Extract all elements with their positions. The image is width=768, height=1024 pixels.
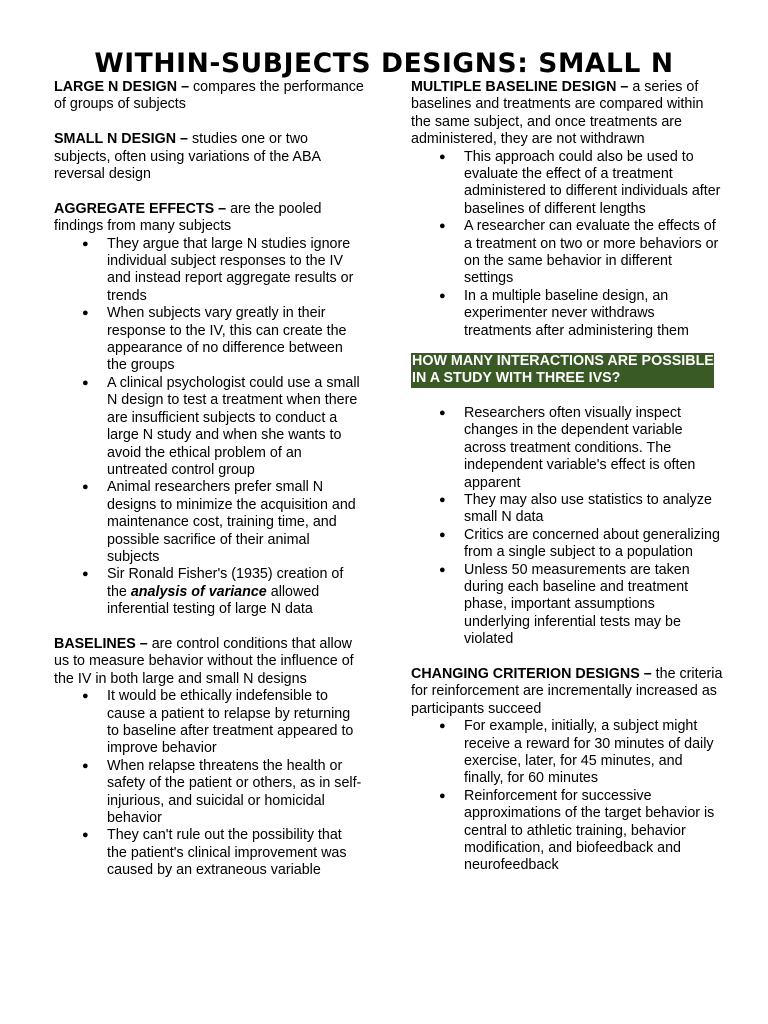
changing-criterion-definition xyxy=(411,666,723,718)
list-item xyxy=(54,566,364,618)
list-item-text: For example, initially, a subject might receive a reward for 30 minutes of daily exercise, later, for 45 minutes, and finally, for 60 minutes xyxy=(464,718,714,787)
list-item xyxy=(411,218,723,288)
list-item-text: When subjects vary greatly in their response to the IV, this can create the appearance of no difference between the groups xyxy=(107,305,347,374)
list-item xyxy=(54,236,364,306)
aggregate-bullet-list xyxy=(54,236,364,619)
list-item xyxy=(54,688,364,758)
fisher-after: allowed inferential testing of large N data xyxy=(107,583,320,618)
list-item xyxy=(411,718,723,788)
list-item-text: They can't rule out the possibility that the patient's clinical improvement was caused by an extraneous variable xyxy=(107,827,347,879)
baselines-definition xyxy=(54,636,364,688)
bullet-icon: ● xyxy=(439,563,446,576)
highlighted-question: HOW MANY INTERACTIONS ARE POSSIBLE IN A STUDY WITH THREE IVS? xyxy=(412,353,714,387)
right-column xyxy=(411,79,723,875)
list-item xyxy=(411,492,723,527)
bullet-icon: ● xyxy=(439,528,446,541)
large-n-text: compares the performance of groups of subjects xyxy=(54,79,364,113)
list-item-text: A clinical psychologist could use a small N design to test a treatment when there are insufficient subjects to conduct a large N study and when she wants to avoid the ethical problem of an untreated control group xyxy=(107,374,360,478)
list-item-text: Reinforcement for successive approximations of the target behavior is central to athletic training, behavior modification, and biofeedback and neurofeedback xyxy=(464,787,715,874)
multiple-baseline-definition xyxy=(411,79,723,149)
list-item-text: Unless 50 measurements are taken during each baseline and treatment phase, important assumptions underlying inferential tests may be violated xyxy=(464,561,690,648)
list-item xyxy=(411,288,723,340)
baselines-bullet-list xyxy=(54,688,364,879)
changing-criterion-bullet-list xyxy=(411,718,723,875)
list-item xyxy=(411,149,723,219)
list-item xyxy=(411,562,723,649)
bullet-icon: ● xyxy=(439,789,446,802)
list-item-text: Critics are concerned about generalizing from a single subject to a population xyxy=(464,526,720,561)
bullet-icon: ● xyxy=(82,237,89,250)
list-item-text: This approach could also be used to evaluate the effect of a treatment administered to different individuals after baselines of different lengths xyxy=(464,148,721,217)
multiple-baseline-term: MULTIPLE BASELINE DESIGN – xyxy=(411,79,629,95)
changing-criterion-text: the criteria for reinforcement are incrementally increased as participants succeed xyxy=(411,665,723,717)
bullet-icon: ● xyxy=(82,829,89,842)
analysis-bullet-list xyxy=(411,405,723,649)
list-item xyxy=(411,527,723,562)
list-item xyxy=(411,405,723,492)
list-item xyxy=(54,479,364,566)
bullet-icon: ● xyxy=(439,406,446,419)
list-item-text: In a multiple baseline design, an experimenter never withdraws treatments after administering them xyxy=(464,287,689,339)
list-item xyxy=(54,305,364,375)
aggregate-text: are the pooled findings from many subjects xyxy=(54,200,322,235)
fisher-before: Sir Ronald Fisher's (1935) creation of the xyxy=(107,566,344,600)
bullet-icon: ● xyxy=(82,690,89,703)
list-item-text: It would be ethically indefensible to cause a patient to relapse by returning to baseline after treatment appeared to improve behavior xyxy=(107,688,354,757)
aggregate-term: AGGREGATE EFFECTS – xyxy=(54,200,227,217)
bullet-icon: ● xyxy=(82,759,89,772)
multiple-baseline-text: a series of baselines and treatments are compared within the same subject, and once treatments are administered, they are not withdrawn xyxy=(411,79,704,148)
aggregate-definition xyxy=(54,201,364,236)
bullet-icon: ● xyxy=(439,720,446,733)
small-n-term: SMALL N DESIGN – xyxy=(54,131,188,148)
list-item xyxy=(54,375,364,479)
list-item-text: Researchers often visually inspect changes in the dependent variable across treatment conditions. The independent variable's effect is often apparent xyxy=(464,404,696,491)
bullet-icon: ● xyxy=(439,150,446,163)
list-item xyxy=(54,827,364,879)
multiple-baseline-bullet-list xyxy=(411,149,723,340)
list-item-text: A researcher can evaluate the effects of a treatment on two or more behaviors or on the same behavior in different settings xyxy=(464,218,719,287)
large-n-term: LARGE N DESIGN – xyxy=(54,79,190,95)
bullet-icon: ● xyxy=(82,481,89,494)
list-item-text: Animal researchers prefer small N designs to minimize the acquisition and maintenance cost, training time, and possible sacrifice of their animal subjects xyxy=(107,479,356,565)
changing-criterion-term: CHANGING CRITERION DESIGNS – xyxy=(411,665,652,682)
baselines-term: BASELINES – xyxy=(54,635,148,652)
bullet-icon: ● xyxy=(439,220,446,233)
small-n-text: studies one or two subjects, often using variations of the ABA reversal design xyxy=(54,131,321,183)
bullet-icon: ● xyxy=(82,376,89,389)
list-item-text: They argue that large N studies ignore individual subject responses to the IV and instead report aggregate results or trends xyxy=(107,235,354,304)
left-column xyxy=(54,79,364,880)
baselines-text: are control conditions that allow us to measure behavior without the influence of the IV in both large and small N designs xyxy=(54,635,354,687)
large-n-definition xyxy=(54,79,364,114)
small-n-definition xyxy=(54,131,364,183)
list-item-text: They may also use statistics to analyze small N data xyxy=(464,491,712,526)
list-item xyxy=(411,788,723,875)
bullet-icon: ● xyxy=(82,307,89,320)
analysis-of-variance-term: analysis of variance xyxy=(130,583,267,600)
page-title: WITHIN-SUBJECTS DESIGNS: SMALL N xyxy=(94,48,674,79)
list-item-text: When relapse threatens the health or safety of the patient or others, as in self-injurious, and suicidal or homicidal behavior xyxy=(107,757,362,827)
list-item xyxy=(54,758,364,828)
bullet-icon: ● xyxy=(82,568,89,581)
bullet-icon: ● xyxy=(439,289,446,302)
bullet-icon: ● xyxy=(439,493,446,506)
